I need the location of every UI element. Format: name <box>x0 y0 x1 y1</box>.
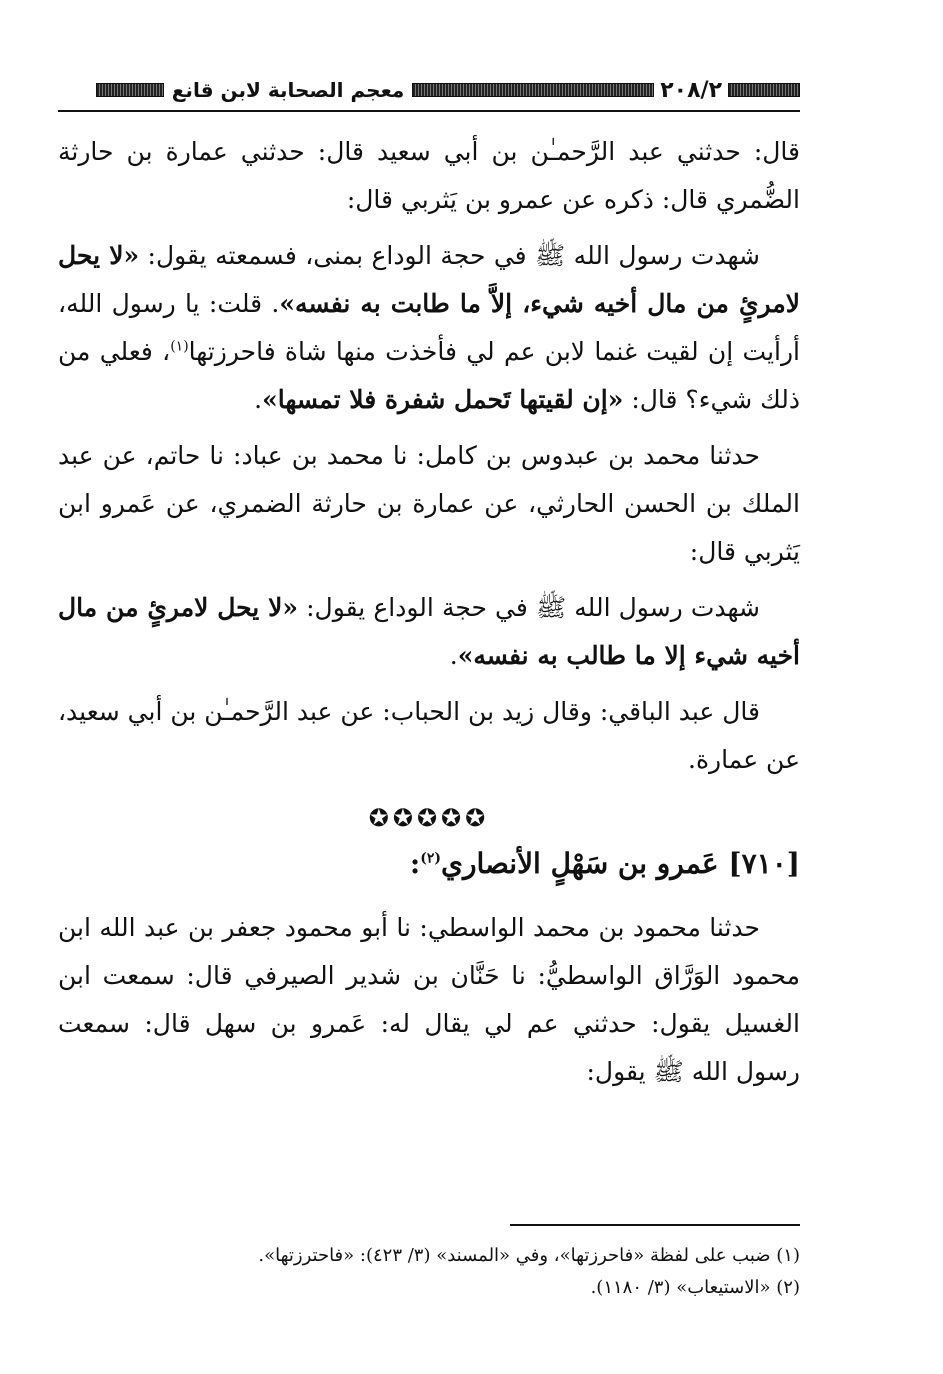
paragraph-1: قال: حدثني عبد الرَّحمـٰن بن أبي سعيد قال: حدثني عمارة بن حارثة الضُّمري قال: ذكره عن عمرو بن يَثربي قال: <box>58 137 800 214</box>
paragraph-3: حدثنا محمد بن عبدوس بن كامل: نا محمد بن عباد: نا حاتم، عن عبد الملك بن الحسن الحارثي، عن عمارة بن حارثة الضمري، عن عَمرو ابن يَثربي قال: <box>58 441 800 566</box>
hadith-quote-2: «إن لقيتها تَحمل شفرة فلا تمسها» <box>262 385 624 414</box>
header-ornament-middle <box>412 83 654 97</box>
main-text <box>58 128 800 1104</box>
para4-text-a: شهدت رسول الله ﷺ في حجة الوداع يقول: <box>298 593 760 622</box>
footnote-2: (٢) «الاستيعاب» (٣/ ١١٨٠). <box>590 1277 800 1298</box>
para2-text-c: . قلت: يا رسول الله، أرأيت إن لقيت غنما لابن عم لي فأخذت منها شاة فاحرزتها <box>58 289 800 366</box>
book-title: معجم الصحابة لابن قانع <box>171 78 405 102</box>
paragraph-5: قال عبد الباقي: وقال زيد بن الحباب: عن عبد الرَّحمـٰن بن أبي سعيد، عن عمارة. <box>57 697 800 774</box>
footnote-ref-2[interactable]: (٢) <box>420 850 442 867</box>
paragraph-2 <box>58 232 800 424</box>
entry-title-tail: : <box>409 847 421 880</box>
header-ornament-left <box>96 83 164 97</box>
section-separator: ✪✪✪✪✪ <box>368 804 490 832</box>
para4-text-c: . <box>449 641 458 670</box>
footnote-1: (١) ضبب على لفظة «فاحرزتها»، وفي «المسند» (٣/ ٤٢٣): «فاحترزتها». <box>258 1245 800 1266</box>
footnote-rule <box>510 1224 800 1226</box>
entry-heading <box>58 838 800 890</box>
header-ornament-right <box>728 83 800 97</box>
para2-text-d: ، فعلي من ذلك شيء؟ قال: <box>58 337 800 414</box>
footnote-ref-1[interactable]: (١) <box>170 338 189 355</box>
para2-text-a: شهدت رسول الله ﷺ في حجة الوداع بمنى، فسمعته يقول: <box>139 241 761 270</box>
hadith-quote-3: «لا يحل لامرئٍ من مال أخيه شيء إلا ما طالب به نفسه» <box>58 593 800 670</box>
header-rule <box>58 110 800 112</box>
entry-paragraph: حدثنا محمود بن محمد الواسطي: نا أبو محمود جعفر بن عبد الله ابن محمود الوَرَّاق الواسطيُّ: نا حَنَّان بن شدير الصيرفي قال: سمعت ابن الغسيل يقول: حدثني عم لي يقال له: عَمرو بن سهل قال: سمعت رسول الله ﷺ يقول: <box>58 913 800 1086</box>
entry-title: [٧١٠] عَمرو بن سَهْلٍ الأنصاري <box>441 847 800 880</box>
running-header <box>58 72 800 108</box>
page-number: ٢٠٨/٢ <box>660 77 722 103</box>
para2-text-f: . <box>254 385 263 414</box>
footnotes <box>58 1240 800 1304</box>
paragraph-4 <box>58 584 800 680</box>
hadith-quote-1: «لا يحل لامرئٍ من مال أخيه شيء، إلاَّ ما طابت به نفسه» <box>58 241 800 318</box>
